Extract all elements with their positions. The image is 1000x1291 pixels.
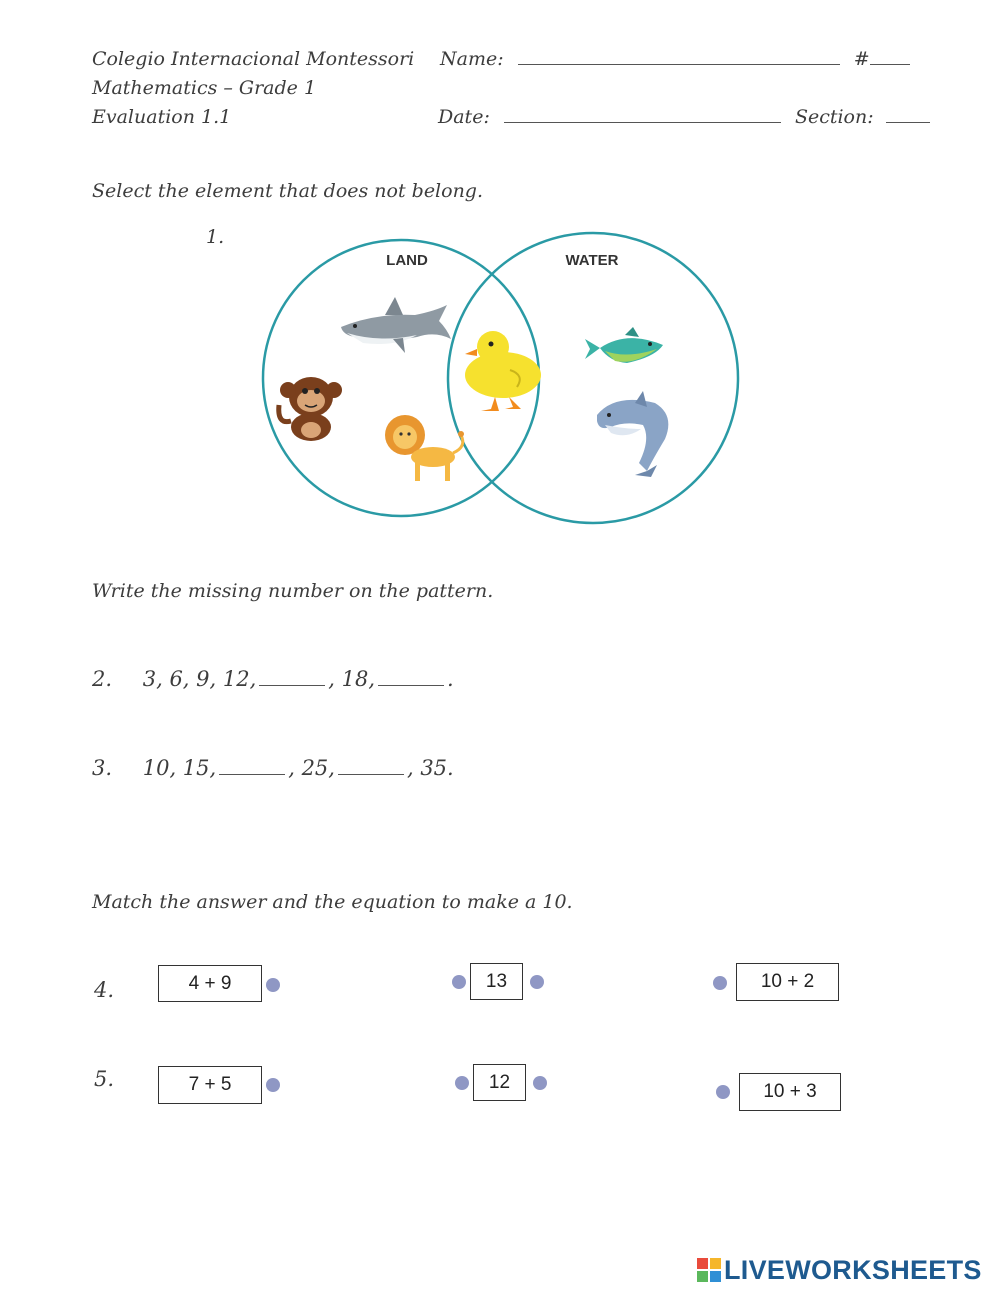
instruction-select: Select the element that does not belong. xyxy=(92,180,484,202)
question-5-left-dot[interactable] xyxy=(266,1078,280,1092)
number-field[interactable] xyxy=(870,63,910,65)
question-2-number: 2. xyxy=(92,667,113,691)
brand-name: LIVEWORKSHEETS xyxy=(724,1254,982,1285)
evaluation-title: Evaluation 1.1 xyxy=(92,106,232,128)
school-name: Colegio Internacional Montessori xyxy=(92,48,415,70)
question-2-sequence-start: 3, 6, 9, 12, xyxy=(142,667,257,691)
instruction-pattern: Write the missing number on the pattern. xyxy=(92,580,494,602)
section-label: Section: xyxy=(794,106,874,128)
question-2-sequence-end: . xyxy=(447,667,454,691)
question-5-right-dot[interactable] xyxy=(716,1085,730,1099)
monkey-icon[interactable] xyxy=(279,377,342,441)
question-4-left-dot[interactable] xyxy=(266,978,280,992)
question-4-right-dot[interactable] xyxy=(713,976,727,990)
question-4-equation-right[interactable]: 10 + 2 xyxy=(736,963,839,1001)
question-5-equation-right[interactable]: 10 + 3 xyxy=(739,1073,841,1111)
question-3-blank-1[interactable] xyxy=(219,773,285,775)
lion-icon[interactable] xyxy=(385,415,464,481)
dolphin-icon[interactable] xyxy=(597,391,668,477)
question-5-middle-dot-left[interactable] xyxy=(455,1076,469,1090)
question-2-sequence-mid: , 18, xyxy=(328,667,376,691)
date-label: Date: xyxy=(438,106,490,128)
name-label: Name: xyxy=(440,48,504,70)
question-5-number: 5. xyxy=(94,1067,115,1091)
question-4-equation-left[interactable]: 4 + 9 xyxy=(158,965,262,1002)
name-row xyxy=(440,48,910,70)
fish-icon[interactable] xyxy=(585,327,663,363)
question-4-middle-dot-right[interactable] xyxy=(530,975,544,989)
question-3-sequence-mid: , 25, xyxy=(288,756,335,780)
venn-diagram xyxy=(255,225,755,530)
number-label: # xyxy=(853,48,870,70)
date-row xyxy=(438,106,930,128)
question-5-equation-left[interactable]: 7 + 5 xyxy=(158,1066,262,1104)
question-3-blank-2[interactable] xyxy=(338,773,404,775)
question-3-sequence-end: , 35. xyxy=(406,756,454,780)
question-1-number: 1. xyxy=(206,226,225,248)
question-3-sequence-start: 10, 15, xyxy=(142,756,217,780)
land-label: LAND xyxy=(386,252,428,269)
question-4-answer[interactable]: 13 xyxy=(470,963,523,1000)
duck-icon[interactable] xyxy=(465,331,541,411)
question-2 xyxy=(92,667,454,691)
name-field[interactable] xyxy=(518,63,840,65)
question-2-blank-2[interactable] xyxy=(378,684,444,686)
section-field[interactable] xyxy=(886,121,930,123)
shark-icon[interactable] xyxy=(341,297,451,353)
instruction-match: Match the answer and the equation to make a 10. xyxy=(92,891,573,913)
live-badge-icon xyxy=(697,1258,721,1282)
water-label: WATER xyxy=(565,252,619,269)
question-5-middle-dot-right[interactable] xyxy=(533,1076,547,1090)
liveworksheets-logo[interactable] xyxy=(697,1252,982,1288)
date-field[interactable] xyxy=(504,121,781,123)
question-2-blank-1[interactable] xyxy=(259,684,325,686)
question-4-number: 4. xyxy=(94,978,115,1002)
question-5-answer[interactable]: 12 xyxy=(473,1064,526,1101)
question-4-middle-dot-left[interactable] xyxy=(452,975,466,989)
question-3-number: 3. xyxy=(92,756,113,780)
subject-grade: Mathematics – Grade 1 xyxy=(92,77,317,99)
question-3 xyxy=(92,756,454,780)
